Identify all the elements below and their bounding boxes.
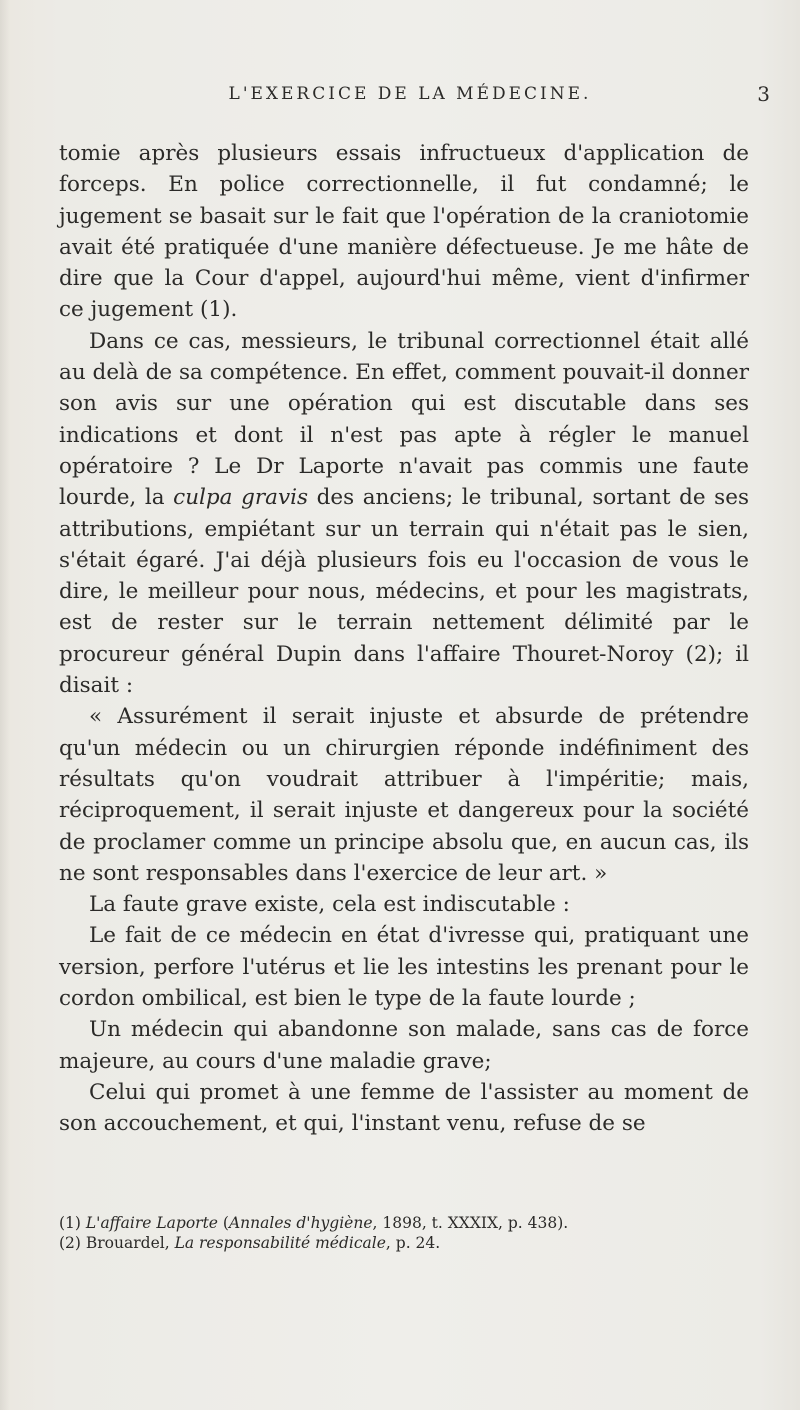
page-number: 3 bbox=[757, 82, 770, 106]
footnotes bbox=[59, 1213, 749, 1253]
footnote-1-mark: (1) bbox=[59, 1214, 86, 1232]
paragraph-5: Le fait de ce médecin en état d'ivresse qui, pratiquant une version, perfore l'utérus et lie les intestins les prenant pour le cordon ombilical, est bien le type de la faute lourde ; bbox=[59, 923, 749, 1012]
running-title: L'EXERCICE DE LA MÉDECINE. bbox=[228, 84, 592, 104]
paragraph-6: Un médecin qui abandonne son malade, sans cas de force majeure, au cours d'une maladie grave; bbox=[59, 1017, 749, 1074]
latin-term: culpa gravis bbox=[173, 485, 309, 511]
paragraph-4: La faute grave existe, cela est indiscutable : bbox=[89, 892, 570, 918]
footnote-2 bbox=[59, 1233, 749, 1253]
footnote-1 bbox=[59, 1213, 749, 1233]
paragraph-2 bbox=[59, 326, 749, 702]
running-header bbox=[40, 84, 780, 114]
paragraph-7: Celui qui promet à une femme de l'assister au moment de son accouchement, et qui, l'instant venu, refuse de se bbox=[59, 1079, 749, 1137]
footnote-2-rest: , p. 24. bbox=[385, 1234, 441, 1252]
footnote-1-journal: Annales d'hygiène bbox=[228, 1214, 373, 1232]
footnote-1-open: ( bbox=[217, 1214, 229, 1232]
body-text bbox=[59, 138, 749, 1140]
footnote-1-rest: , 1898, t. XXXIX, p. 438). bbox=[372, 1214, 569, 1232]
footnote-2-title: La responsabilité médicale bbox=[174, 1234, 386, 1252]
paragraph-2-part-a: Dans ce cas, messieurs, le tribunal correctionnel était allé au delà de sa compétence. En effet, comment pouvait-il donner son avis sur une opération qui est discutable dans ses indications et dont il n'est pas apte à régler le manuel opératoire ? Le Dr Laporte n'avait pas commis une faute lourde, la bbox=[59, 328, 749, 511]
paragraph-2-part-b: des anciens; le tribunal, sortant de ses attributions, empiétant sur un terrain qui n'était pas le sien, s'était égaré. J'ai déjà plusieurs fois eu l'occasion de vous le dire, le meilleur pour nous, médecins, et pour les magistrats, est de rester sur le terrain nettement délimité par le procureur général Dupin dans l'affaire Thouret-Noroy (2); il disait : bbox=[59, 485, 749, 699]
footnote-2-mark: (2) Brouardel, bbox=[59, 1234, 175, 1252]
quotation-paragraph: « Assurément il serait injuste et absurde de prétendre qu'un médecin ou un chirurgien réponde indéfiniment des résultats qu'on voudrait attribuer à l'impéritie; mais, réciproquement, il serait injuste et dangereux pour la société de proclamer comme un principe absolu que, en aucun cas, ils ne sont responsables dans l'exercice de leur art. » bbox=[59, 704, 749, 886]
footnote-1-title: L'affaire Laporte bbox=[85, 1214, 218, 1232]
paragraph-1: tomie après plusieurs essais infructueux d'application de forceps. En police correctionnelle, il fut condamné; le jugement se basait sur le fait que l'opération de la craniotomie avait été pratiquée d'une manière défectueuse. Je me hâte de dire que la Cour d'appel, aujourd'hui même, vient d'infirmer ce jugement (1). bbox=[59, 141, 749, 323]
